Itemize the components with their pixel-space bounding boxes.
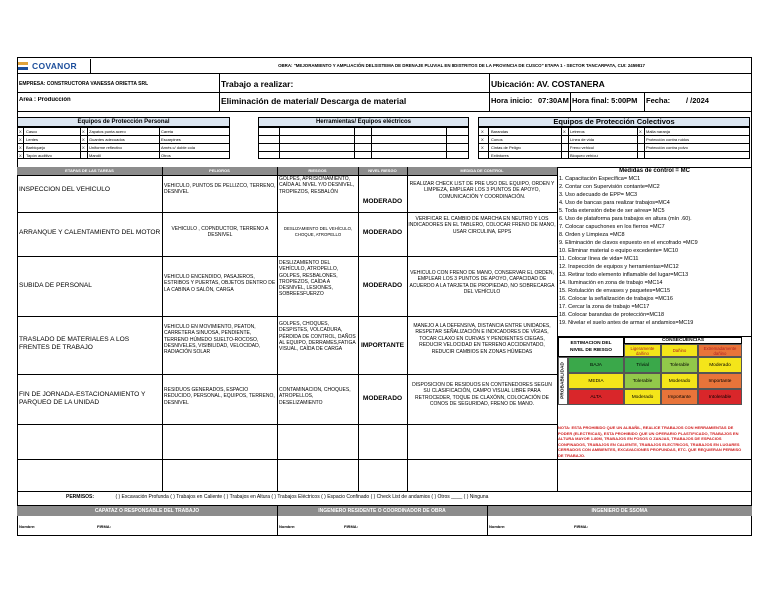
mc-item: 12. Inspección de equipos y herramientas=MC12 [559, 264, 679, 270]
firma-label: FIRMA: [97, 524, 111, 529]
mc-item: 9. Eliminación de clavos expuesto en el encofrado =MC9 [559, 240, 698, 246]
nombre-label: Nombre: [489, 524, 506, 529]
peligros-row: RESIDUOS GENERADOS, ESPACIO REDUCIDO, PERSONAL, EQUIPOS, TERRENO, DESNIVEL [164, 387, 275, 406]
riesgos-row: DESLIZAMIENTO DEL VEHÍCULO, CHOQUE, ATROPELLO [283, 226, 353, 238]
mc-item: 19. Nivelar el suelo antes de armar el andamios=MC19 [559, 320, 694, 326]
medida-row: DISPOSICIÓN DE RESIDUOS EN CONTENEDORES SEGÚN SU CLASIFICACIÓN, CAMPO VISUAL LIBRE PARA RETROCEDER, TOQUE DE CLAXÓNN, COLOCACIÓN DE CONOS DE SEGURIDAD, FRENO DE MANO. [412, 382, 552, 408]
etapa-inspeccion: INSPECCIÓN DEL VEHÍCULO [19, 186, 110, 193]
riesgos-row: DESLIZAMIENTO DEL VEHÍCULO, ATROPELLO, GOLPES, RESBALONES, TROPIEZOS, CAÍDA A DESNIVEL, LESIONES, SOBREESFUERZO [279, 260, 339, 298]
medida-row: REALIZAR CHECK LIST DE PRE USO DEL EQUIPO, ORDEN Y LIMPIEZA, EMPLEAR LOS 3 PUNTOS DE APOYO, COMUNICACIÓN Y COORDINACIÓN. [409, 181, 555, 200]
mc-item: 15. Rotulación de envases y paquetes=MC15 [559, 288, 671, 294]
nivel-moderado: MODERADO [362, 395, 403, 402]
col-nivel: NIVEL RIESGO [358, 167, 407, 175]
area-label: Area : Producción [19, 97, 71, 103]
firma-label: FIRMA: [574, 524, 588, 529]
cell-importante: Importante [661, 389, 698, 405]
firma-residente-header: INGENIERO RESIDENTE O COORDINADOR DE OBRA [277, 506, 487, 516]
mc-item: 2. Contar con Supervisión contante=MC2 [559, 184, 660, 190]
herramientas-title: Herramientas/ Equipos eléctricos [258, 117, 469, 127]
col-riesgos: RIESGOS [277, 167, 358, 175]
matriz-col: Ligeramente dañino [624, 344, 661, 357]
peligros-row: VEHÍCULO, PUNTOS DE PELLIZCO, TERRENO, DESNIVEL [164, 183, 276, 196]
matriz-title: ESTIMACION DEL NIVEL DE RIESGO [558, 337, 624, 357]
fecha-label: Fecha: [646, 96, 671, 105]
nivel-moderado: MODERADO [362, 229, 403, 236]
logo-mark-icon [18, 62, 30, 71]
mc-item: 3. Uso adecuado de EPP= MC3 [559, 192, 638, 198]
epp-grid: X Casco X Zapatos punta acero Careta X Lentes X Guantes adecuados Escarpines X Barbiquejo X Uniforme reflectivo Arnés c/ doble cola X Tapón auditivo Mandil Otros [17, 127, 230, 159]
peligros-row: VEHÍCULO EN MOVIMIENTO, PEATON, CARRETERA SINUOSA, PENDIENTE, TERRENO HÚMEDO SUELTO-ROCOSO, DESNIVELES, VISIBILIDAD, VELOCIDAD, RADIACIÓN SOLAR [164, 324, 261, 356]
medida-row: VEHÍCULO CON FRENO DE MANO, CONSERVAR EL ORDEN, EMPLEAR LOS 3 PUNTOS DE APOYO, CAPACIDAD DE ACUERDO A LA TARJETA DE PROPIEDAD, NO SOBRECARGA DEL VEHÍCULO [409, 270, 555, 296]
col-etapas: ETAPAS DE LAS TAREAS [17, 167, 162, 175]
mc-item: 5. Toda extensión debe de ser aérea= MC5 [559, 208, 665, 214]
nombre-label: Nombre: [19, 524, 36, 529]
medida-row: VERIFICAR EL CAMBIO DE MARCHA EN NEUTRO Y LOS INDICADORES EN EL TABLERO, COLOCAR FRENO DE MANO, USAR CIRCULINA, EPPS [408, 216, 556, 235]
cell-moderado: Moderado [698, 357, 742, 373]
riesgos-row: GOLPES, APRISIONAMIENTO, CAÍDA AL NIVEL Y/O DESNIVEL, TROPIEZOS, RESBALÓN [279, 176, 355, 195]
medidas-title: Medidas de control = MC [619, 168, 690, 174]
mc-item: 8. Orden y Limpieza =MC8 [559, 232, 625, 238]
trabajo-value: Eliminación de material/ Descarga de material [221, 96, 407, 106]
colectivos-grid: X Barandas X Letreros X Malla naranja X Conos Línea de vida Protección contra ruidos X Cintas de Peligro Freno vehicul Protección contra polvo Extintores Bloqueo vehícul [478, 127, 750, 159]
mc-item: 16. Colocar la señalización de trabajos =MC16 [559, 296, 673, 302]
matriz-col: Extremadamente dañino [698, 344, 742, 357]
riesgos-row: CONTAMINACIÓN, CHOQUES, ATROPELLOS, DESELIZAMIENTO [279, 387, 351, 406]
etapa-arranque: ARRANQUE Y CALENTAMIENTO DEL MOTOR [19, 229, 161, 236]
nivel-moderado: MODERADO [362, 198, 403, 205]
mc-item: 18. Colocar barandas de protección=MC18 [559, 312, 665, 318]
cell-intolerable: Intolerable [698, 389, 742, 405]
nota-prohibiciones: NOTA: ESTA PROHIBIDO QUE UN ALBAÑIL, REALICE TRABAJOS CON HERRAMIENTAS DE PODER (ELECTRICAS), ESTA PROHIBIDO QUE UN OPERARIO PLASTIFICADO, TRABAJOS EN ALTURA MAYOR 1.80M, TRABAJOS EN FOSOS O ZANJAS, TRABAJOS DE ESPACIOS CONFINADOS, TRABAJOS EN CALIENTE, TRABAJOS ELECTRICOS, TRABAJOS EN LUGARES CERRADOS CON AMBIENTES, EXCAVACIONES PROFUNDAS, ETC. QUE REQUIERAN PERMISO DE TRABAJO. [558, 425, 742, 458]
colectivos-title: Equipos de Protección Colectivos [478, 117, 750, 127]
cell-importante: Importante [698, 373, 742, 389]
etapa-subida: SUBIDA DE PERSONAL [19, 282, 92, 289]
etapa-traslado: TRASLADO DE MATERIALES A LOS FRENTES DE TRABAJO [19, 336, 130, 351]
obra-title: OBRA: "MEJORAMIENTO Y AMPLIACIÓN DELSISTEMA DE DRENAJE PLUVIAL EN 8DISTRITOS DE LA PROVINCIA DE CUSCO" ETAPA 1 - SECTOR TANCARPATA, CUI: 2459817 [90, 59, 752, 73]
herramientas-grid [258, 127, 469, 159]
trabajo-label: Trabajo a realizar: [221, 79, 294, 89]
mc-item: 11. Colocar línea de vida= MC11 [559, 256, 639, 262]
permisos-options[interactable]: ( ) Excavación Profunda ( ) Trabajos en Caliente ( ) Trabajos en Altura ( ) Trabajos Eléctricos ( ) Espacio Confinado ( ) Check List de andamios ( ) Otros ____ ( ) Ninguna [115, 494, 489, 500]
prob-media: MEDIA [568, 373, 624, 389]
nivel-importante: IMPORTANTE [360, 342, 405, 349]
empresa-label: EMPRESA: CONSTRUCTORA VANESSA ORIETTA SRL [19, 81, 149, 87]
permisos-label: PERMISOS: [66, 494, 95, 500]
cell-trivial: Trivial [624, 357, 661, 373]
company-logo [18, 59, 90, 73]
mc-item: 10. Eliminar material o equipo excedente= MC10 [559, 248, 679, 254]
peligros-row: VEHÍCULO , COPNDUCTOR, TERRENO A DESNIVEL [171, 226, 269, 239]
medida-row: MANEJO A LA DEFENSIVA, DISTANCIA ENTRE UNIDADES, RESPETAR SEÑALIZACIÓN E INDICADORES DE VÍGIAS, TOCAR CLAXO EN CURVAS Y PENDIENTES CIEGAS, REDUCIR VELOCIDAD EN TERRENO ACCIDENTADO, REDUCIR CAMBIOS EN ZONAS HÚMEDAS [413, 323, 551, 355]
logo-text: COVANOR [32, 61, 77, 71]
mc-item: 17. Cercar la zona de trabajo =MC17 [559, 304, 650, 310]
peligros-row: VEHÍCULO ENCENDIDO, PASAJEROS, ESTRIBOS Y PUERTAS, OBJETOS DENTRO DE LA CABINA O SALÓN, CARGA [164, 274, 276, 293]
ubicacion-label: Ubicación: AV. COSTANERA [491, 79, 605, 89]
col-peligros: PELIGROS [162, 167, 277, 175]
mc-item: 6. Uso de plataforma para trabajos en altura (mín .60). [559, 216, 692, 222]
etapa-fin-jornada: FIN DE JORNADA-ESTACIONAMIENTO Y PARQUEO DE LA UNIDAD [19, 391, 146, 406]
firma-capataz-header: CAPATAZ O RESPONSABLE DEL TRABAJO [17, 506, 277, 516]
cell-tolerable: Tolerable [661, 357, 698, 373]
matriz-probabilidad: PROBABILIDAD [560, 362, 566, 399]
matriz-col: Dañino [661, 344, 698, 357]
prob-alta: ALTA [568, 389, 624, 405]
cell-tolerable: Tolerable [624, 373, 661, 389]
epp-title: Equipos de Protección Personal [17, 117, 230, 127]
firma-label: FIRMA: [344, 524, 358, 529]
hora-inicio-label: Hora inicio: [491, 96, 533, 105]
hora-final-label: Hora final: 5:00PM [572, 96, 638, 105]
nombre-label: Nombre: [279, 524, 296, 529]
mc-item: 14. Iluminación en zona de trabajo =MC14 [559, 280, 663, 286]
mc-item: 7. Colocar capuchones en los fierros =MC7 [559, 224, 665, 230]
fecha-value: / /2024 [686, 96, 709, 105]
nivel-moderado: MODERADO [362, 282, 403, 289]
col-medida: MEDIDA DE CONTROL [407, 167, 557, 175]
mc-item: 1. Capacitación Específica= MC1 [559, 176, 641, 182]
prob-baja: BAJA [568, 357, 624, 373]
permisos-row [66, 494, 488, 500]
hora-inicio-value: 07:30AM [538, 96, 569, 105]
firma-ssoma-header: INGENIERO DE SSOMA [487, 506, 752, 516]
matriz-consecuencias: CONSECUENCIAS [624, 337, 742, 344]
mc-item: 4. Uso de bancas para realizar trabajos=MC4 [559, 200, 670, 206]
riesgos-row: GOLPES, CHOQUES, DESPISTES, VOLCADURA, PÉRDIDA DE CONTROL, DAÑOS AL EQUIPO, DERRAMES,FATIGA VISUAL, CAÍDA DE CARGA [279, 321, 356, 353]
mc-item: 13. Retirar todo elemento inflamable del lugar=MC13 [559, 272, 689, 278]
cell-moderado: Moderado [624, 389, 661, 405]
cell-moderado: Moderado [661, 373, 698, 389]
